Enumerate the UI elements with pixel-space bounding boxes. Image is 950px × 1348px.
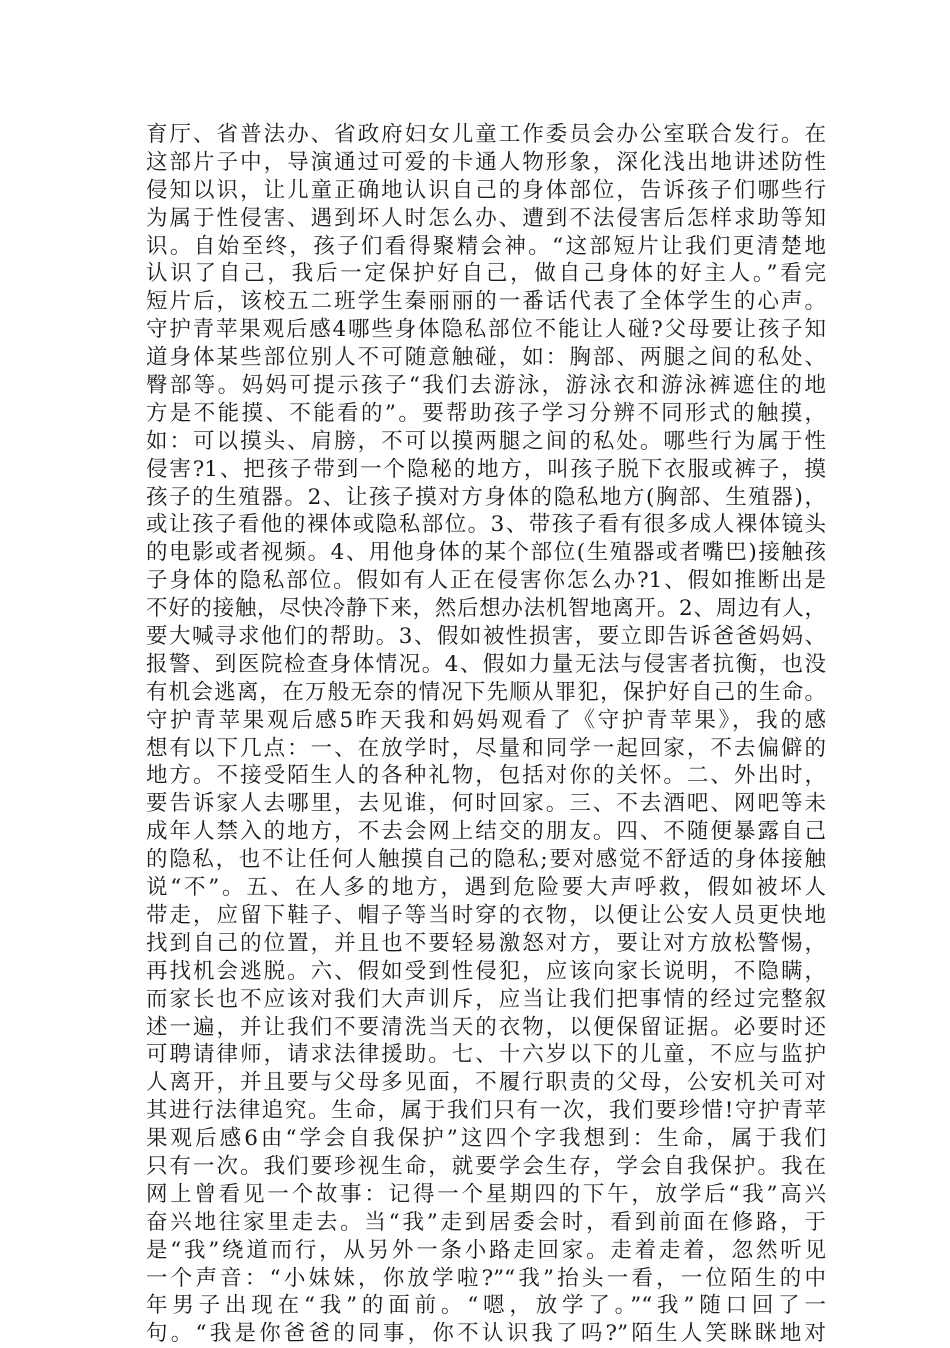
text-line: 或让孩子看他的裸体或隐私部位。3、带孩子看有很多成人裸体镜头 [146, 512, 826, 538]
text-line: 守护青苹果观后感5昨天我和妈妈观看了《守护青苹果》，我的感 [146, 707, 826, 733]
text-line: 报警、到医院检查身体情况。4、假如力量无法与侵害者抗衡，也没 [146, 651, 826, 677]
text-line: 想有以下几点：一、在放学时，尽量和同学一起回家，不去偏僻的 [146, 735, 826, 761]
text-line: 带走，应留下鞋子、帽子等当时穿的衣物，以便让公安人员更快地 [146, 902, 826, 928]
text-line: 人离开，并且要与父母多见面，不履行职责的父母，公安机关可对 [146, 1070, 826, 1096]
text-line: 方是不能摸、不能看的”。要帮助孩子学习分辨不同形式的触摸， [146, 400, 826, 426]
text-line: 要大喊寻求他们的帮助。3、假如被性损害，要立即告诉爸爸妈妈、 [146, 624, 826, 650]
text-line: 果观后感6由“学会自我保护”这四个字我想到：生命，属于我们 [146, 1126, 826, 1152]
text-line: 而家长也不应该对我们大声训斥，应当让我们把事情的经过完整叙 [146, 986, 826, 1012]
text-line: 是“我”绕道而行，从另外一条小路走回家。走着走着，忽然听见 [146, 1237, 826, 1263]
text-line: 育厅、省普法办、省政府妇女儿童工作委员会办公室联合发行。在 [146, 122, 826, 147]
text-line: 的隐私，也不让任何人触摸自己的隐私;要对感觉不舒适的身体接触 [146, 847, 826, 873]
text-line: 句。“我是你爸爸的同事，你不认识我了吗?”陌生人笑眯眯地对 [146, 1321, 826, 1347]
text-line: 述一遍，并让我们不要清洗当天的衣物，以便保留证据。必要时还 [146, 1014, 826, 1040]
body-text [146, 121, 826, 1348]
text-line: 认识了自己，我后一定保护好自己，做自己身体的好主人。”看完 [146, 261, 826, 287]
text-line: 孩子的生殖器。2、让孩子摸对方身体的隐私地方(胸部、生殖器)， [146, 484, 826, 510]
text-line: 子身体的隐私部位。假如有人正在侵害你怎么办?1、假如推断出是 [146, 568, 826, 594]
text-line: 找到自己的位置，并且也不要轻易激怒对方，要让对方放松警惕， [146, 930, 826, 956]
text-line: 地方。不接受陌生人的各种礼物，包括对你的关怀。二、外出时， [146, 763, 826, 789]
text-line: 不好的接触，尽快冷静下来，然后想办法机智地离开。2、周边有人， [146, 596, 826, 622]
text-line: 侵知以识，让儿童正确地认识自己的身体部位，告诉孩子们哪些行 [146, 177, 826, 203]
text-line: 短片后，该校五二班学生秦丽丽的一番话代表了全体学生的心声。 [146, 289, 826, 315]
text-line: 识。自始至终，孩子们看得聚精会神。“这部短片让我们更清楚地 [146, 233, 826, 259]
text-line: 侵害?1、把孩子带到一个隐秘的地方，叫孩子脱下衣服或裤子，摸 [146, 456, 826, 482]
text-line: 可聘请律师，请求法律援助。七、十六岁以下的儿童，不应与监护 [146, 1042, 826, 1068]
text-line: 再找机会逃脱。六、假如受到性侵犯，应该向家长说明，不隐瞒， [146, 958, 826, 984]
text-line: 其进行法律追究。生命，属于我们只有一次，我们要珍惜!守护青苹 [146, 1098, 826, 1124]
text-line: 的电影或者视频。4、用他身体的某个部位(生殖器或者嘴巴)接触孩 [146, 540, 826, 566]
text-line: 如：可以摸头、肩膀，不可以摸两腿之间的私处。哪些行为属于性 [146, 428, 826, 454]
text-line: 网上曾看见一个故事：记得一个星期四的下午，放学后“我”高兴 [146, 1181, 826, 1207]
text-line: 臀部等。妈妈可提示孩子“我们去游泳，游泳衣和游泳裤遮住的地 [146, 373, 826, 399]
text-line: 守护青苹果观后感4哪些身体隐私部位不能让人碰?父母要让孩子知 [146, 317, 826, 343]
text-line: 成年人禁入的地方，不去会网上结交的朋友。四、不随便暴露自己 [146, 819, 826, 845]
text-line: 只有一次。我们要珍视生命，就要学会生存，学会自我保护。我在 [146, 1153, 826, 1179]
text-line: 有机会逃离，在万般无奈的情况下先顺从罪犯，保护好自己的生命。 [146, 679, 826, 705]
text-line: 年男子出现在“我”的面前。“嗯，放学了。”“我”随口回了一 [146, 1293, 826, 1319]
text-line: 要告诉家人去哪里，去见谁，何时回家。三、不去酒吧、网吧等未 [146, 791, 826, 817]
text-line: 说“不”。五、在人多的地方，遇到危险要大声呼救，假如被坏人 [146, 875, 826, 901]
text-line: 为属于性侵害、遇到坏人时怎么办、遭到不法侵害后怎样求助等知 [146, 205, 826, 231]
text-line: 奋兴地往家里走去。当“我”走到居委会时，看到前面在修路，于 [146, 1209, 826, 1235]
text-line: 道身体某些部位别人不可随意触碰，如：胸部、两腿之间的私处、 [146, 345, 826, 371]
text-line: 一个声音：“小妹妹，你放学啦?”“我”抬头一看，一位陌生的中 [146, 1265, 826, 1291]
text-line: 这部片子中，导演通过可爱的卡通人物形象，深化浅出地讲述防性 [146, 149, 826, 175]
